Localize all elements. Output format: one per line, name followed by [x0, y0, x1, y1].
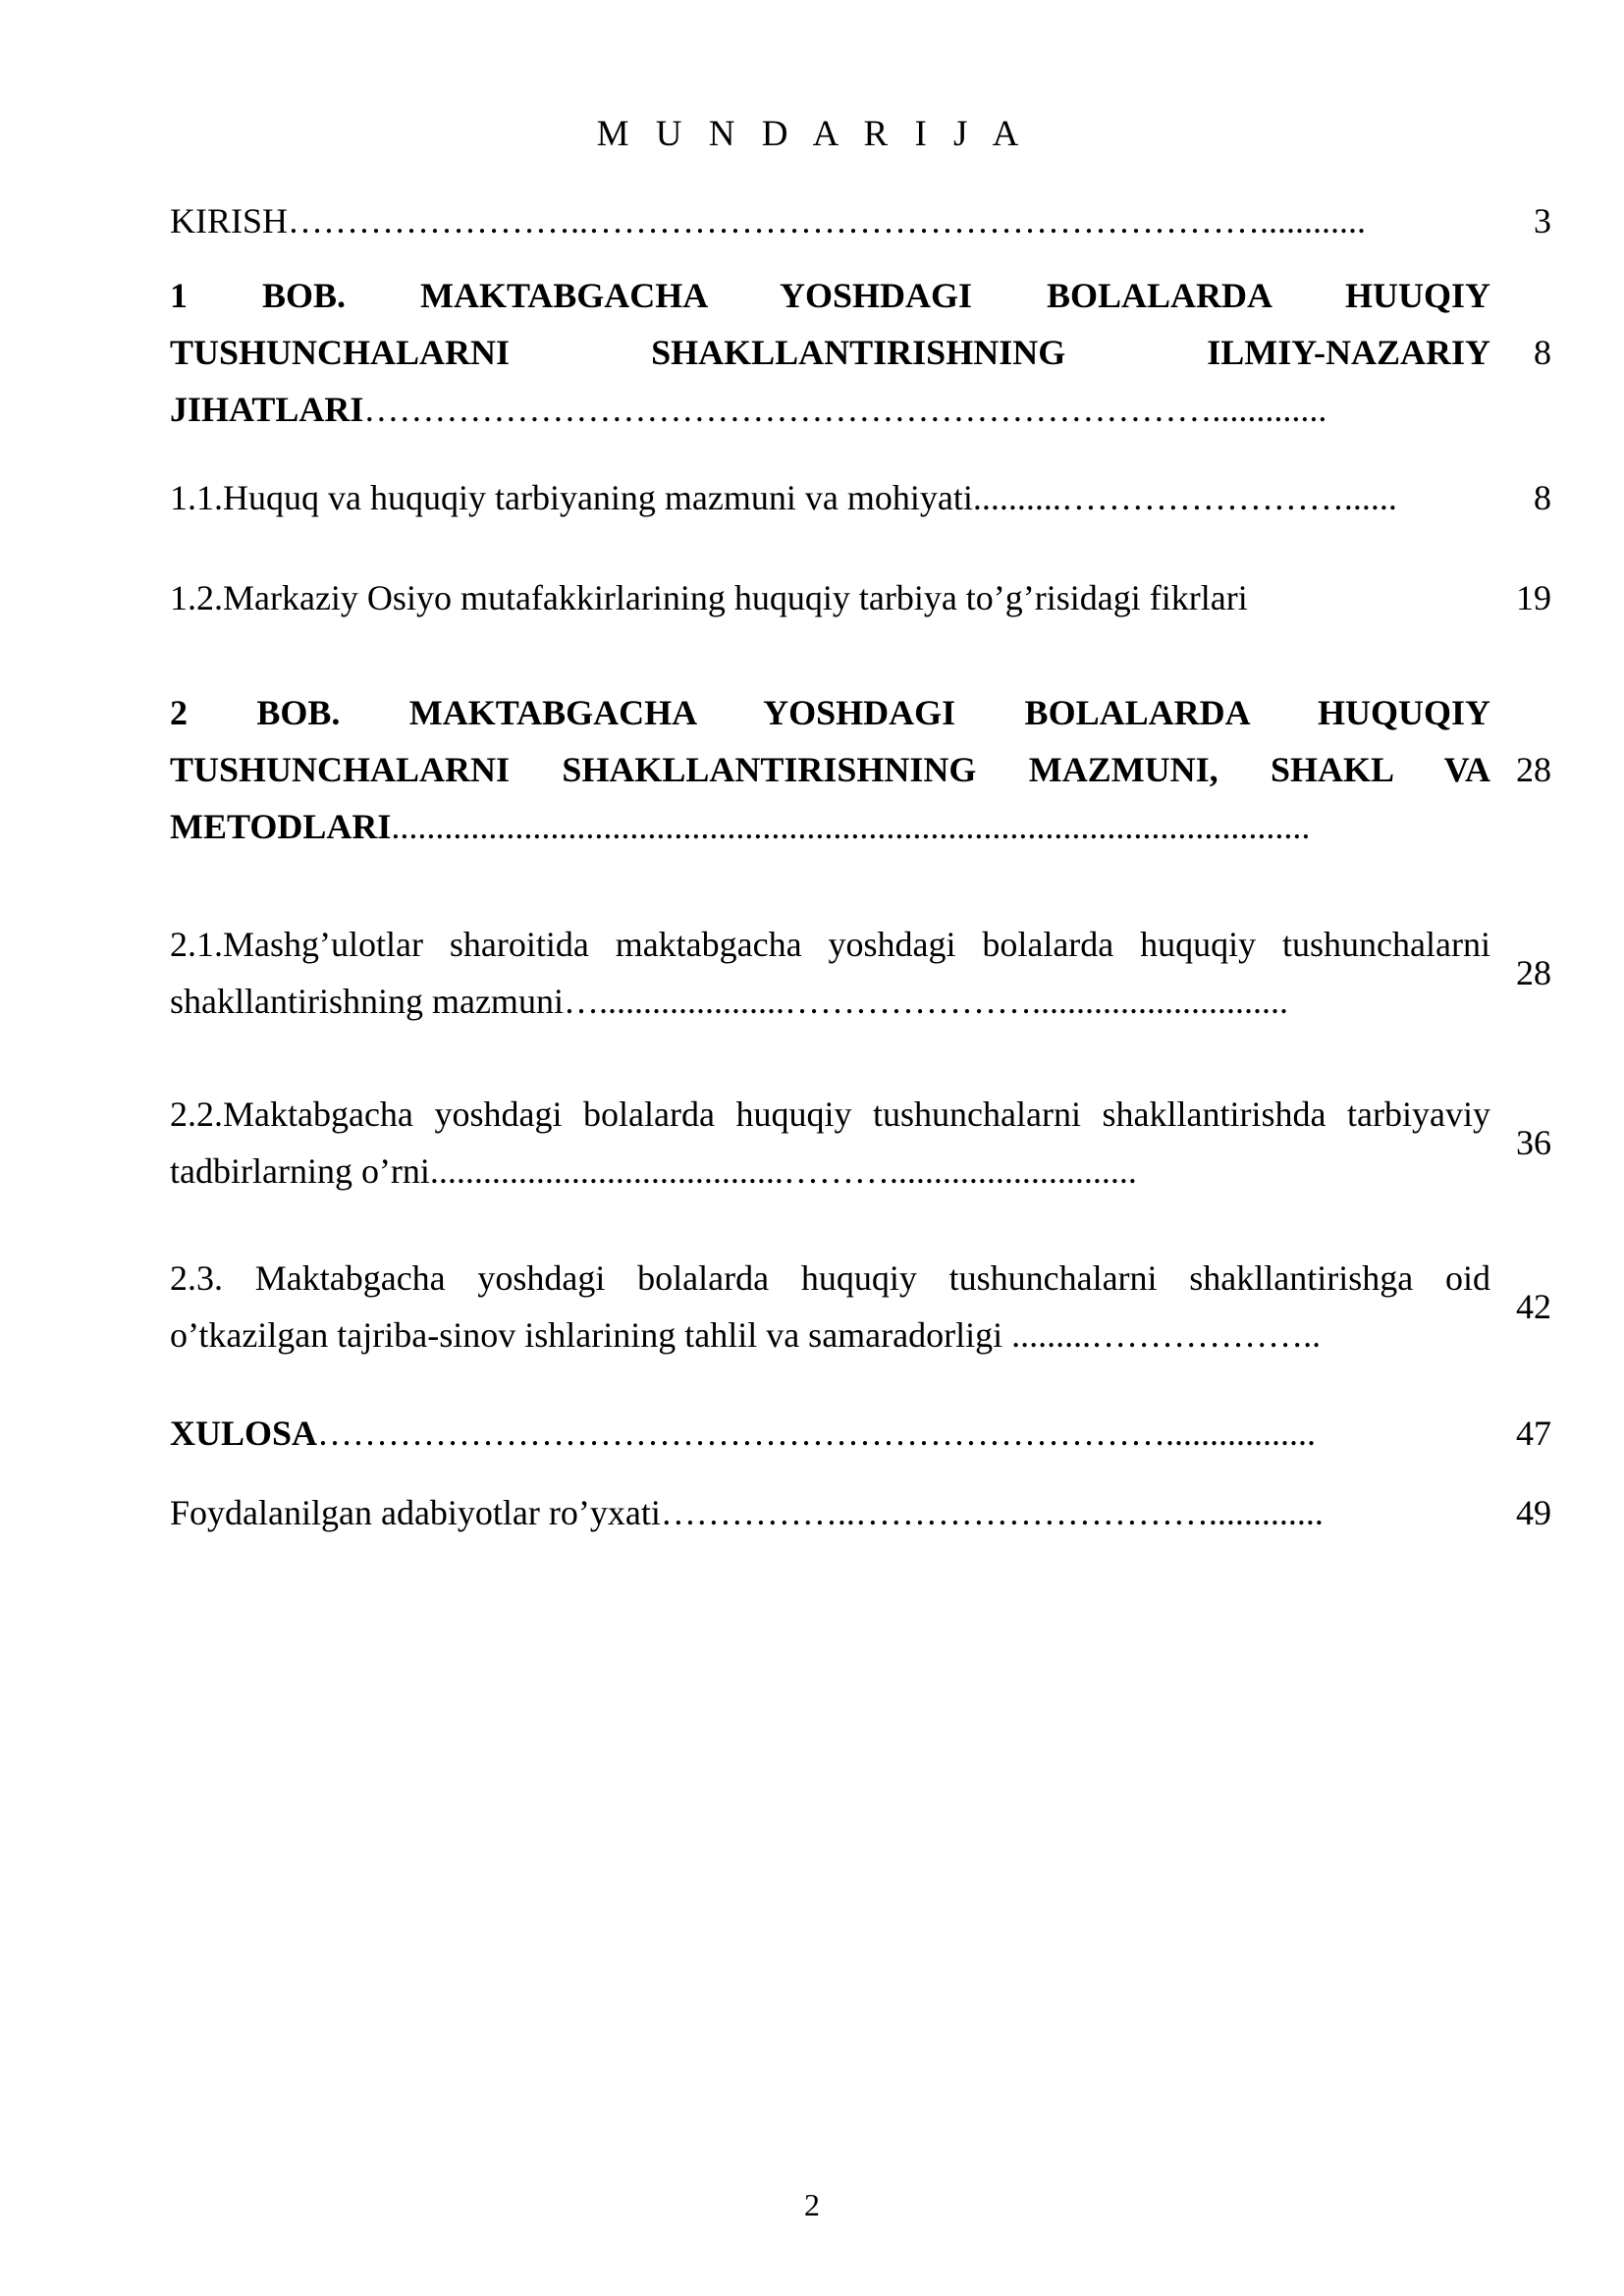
toc-leader-dots: ……………………..…………………………………………………............: [288, 201, 1367, 240]
toc-entry-label: KIRISH: [170, 201, 289, 240]
toc-page-number: 8: [1534, 478, 1551, 517]
toc-page-number: 49: [1516, 1493, 1551, 1532]
toc-page-number: 19: [1516, 578, 1551, 617]
toc-page-number: 3: [1534, 201, 1551, 240]
toc-page-number: 28: [1516, 750, 1551, 789]
toc-page-number: 28: [1516, 953, 1551, 992]
toc-leader-dots: ……………………………………………………………….............: [363, 390, 1327, 429]
toc-entry-section-2-2: [170, 1086, 1490, 1200]
toc-entry-intro: [170, 192, 1490, 249]
toc-entry-section-2-1: [170, 916, 1490, 1030]
toc-page-number: 8: [1534, 333, 1551, 372]
toc-page-number: 47: [1516, 1414, 1551, 1453]
toc-page-number: 42: [1516, 1287, 1551, 1326]
toc-entry-label: 2.3. Maktabgacha yoshdagi bolalarda huquqiy tushunchalarni shakllantirishga oid o’tkazilgan tajriba-sinov ishlarining tahlil va samaradorligi: [170, 1258, 1490, 1355]
toc-leader-dots: ........................................................................................................: [391, 807, 1311, 846]
toc-entry-bibliography: [170, 1484, 1490, 1541]
toc-leader-dots: ..........……………………......: [972, 478, 1397, 517]
toc-entry-label: 1.2.Markaziy Osiyo mutafakkirlarining huquqiy tarbiya to’g’risidagi fikrlari: [170, 578, 1248, 617]
toc-title: M U N D A R I J A: [596, 114, 1028, 154]
toc-entry-label: 1 BOB. MAKTABGACHA YOSHDAGI BOLALARDA HUUQIY TUSHUNCHALARNI SHAKLLANTIRISHNING ILMIY-NAZARIY JIHATLARI: [170, 276, 1490, 429]
toc-leader-dots: .........………………..: [1002, 1315, 1322, 1355]
toc-entry-label: 2 BOB. MAKTABGACHA YOSHDAGI BOLALARDA HUQUQIY TUSHUNCHALARNI SHAKLLANTIRISHNING MAZMUNI, SHAKL VA METODLARI: [170, 693, 1490, 846]
toc-entry-label: 2.2.Maktabgacha yoshdagi bolalarda huquqiy tushunchalarni shakllantirishda tarbiyaviy tadbirlarning o’rni: [170, 1095, 1490, 1191]
toc-entry-section-1-1: [170, 469, 1490, 526]
toc-leader-dots: ……………………………………………………………….................: [317, 1414, 1317, 1453]
toc-leader-dots: ……………..………………………….............: [660, 1493, 1324, 1532]
toc-page-number: 36: [1516, 1123, 1551, 1162]
toc-leader-dots: ........................................………............................: [429, 1151, 1137, 1191]
toc-leader-dots: ….....................………………….............................: [563, 982, 1288, 1021]
toc-entry-chapter-2: [170, 684, 1490, 855]
page-footer-number: 2: [804, 2187, 820, 2222]
toc-entry-label: XULOSA: [170, 1414, 318, 1453]
toc-entry-chapter-1: [170, 267, 1490, 438]
toc-entry-section-1-2: [170, 569, 1490, 626]
toc-entry-section-2-3: [170, 1250, 1490, 1363]
toc-entry-label: 1.1.Huquq va huquqiy tarbiyaning mazmuni va mohiyati: [170, 478, 973, 517]
toc-entry-conclusion: [170, 1405, 1490, 1462]
toc-entry-label: Foydalanilgan adabiyotlar ro’yxati: [170, 1493, 661, 1532]
toc-entry-label: 2.1.Mashg’ulotlar sharoitida maktabgacha yoshdagi bolalarda huquqiy tushunchalarni shakllantirishning mazmuni: [170, 925, 1490, 1021]
